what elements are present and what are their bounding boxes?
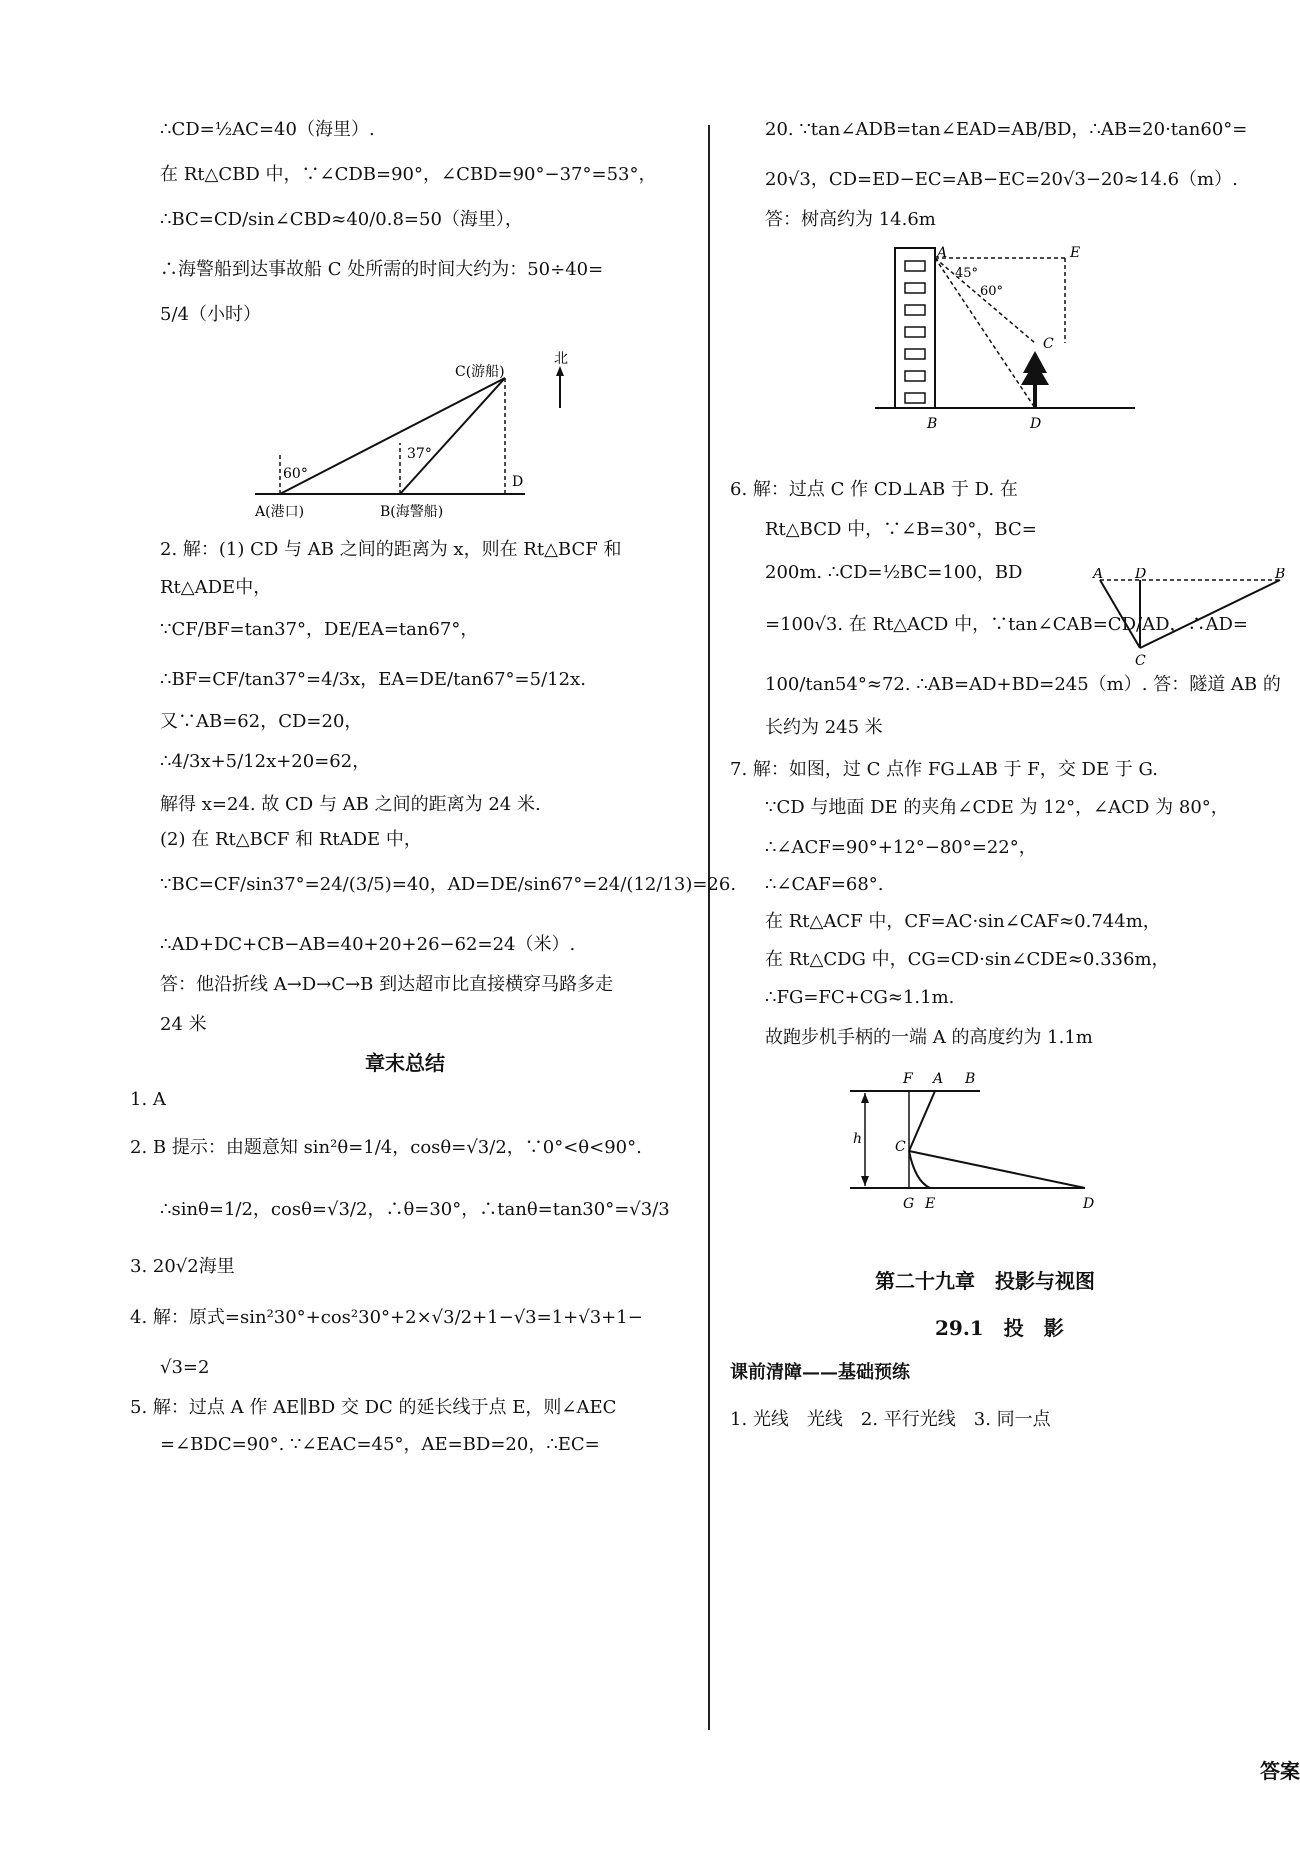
line: 故跑步机手柄的一端 A 的高度约为 1.1m <box>765 1027 1093 1048</box>
angle-37-label: 37° <box>407 446 432 462</box>
page-tag: 答案 <box>1260 1759 1300 1783</box>
point-b-label: B <box>1275 568 1286 582</box>
line: √3=2 <box>160 1357 210 1378</box>
section-title: 章末总结 <box>365 1051 445 1075</box>
figure-building-tree <box>865 243 1165 443</box>
height-h-label: h <box>853 1131 863 1147</box>
line: ∴CD=½AC=40（海里）. <box>160 119 375 140</box>
line: 20. ∵tan∠ADB=tan∠EAD=AB/BD，∴AB=20·tan60°= <box>765 119 1248 140</box>
point-e-label: E <box>925 1196 936 1212</box>
line: ∴BF=CF/tan37°=4/3x，EA=DE/tan67°=5/12x. <box>160 669 586 690</box>
point-c-label: C(游船) <box>455 364 505 380</box>
point-a-label: A <box>937 245 948 261</box>
line: ∵BC=CF/sin37°=24/(3/5)=40，AD=DE/sin67°=24/(12/13)=26. <box>160 874 737 895</box>
figure-tunnel <box>1090 568 1290 668</box>
line: 3. 20√2海里 <box>130 1256 235 1277</box>
point-f-label: F <box>903 1071 913 1087</box>
figure-treadmill <box>845 1063 1145 1223</box>
line: 7. 解：如图，过 C 点作 FG⊥AB 于 F，交 DE 于 G. <box>730 759 1158 780</box>
north-label: 北 <box>554 351 568 367</box>
point-d-label: D <box>1135 568 1147 582</box>
line: ∴4/3x+5/12x+20=62， <box>160 751 371 772</box>
line: 解得 x=24. 故 CD 与 AB 之间的距离为 24 米. <box>160 794 541 815</box>
line: ∴∠CAF=68°. <box>765 874 884 895</box>
line: ∴sinθ=1/2，cosθ=√3/2，∴θ=30°，∴tanθ=tan30°=√3/3 <box>160 1199 670 1220</box>
point-d-label: D <box>1030 416 1042 432</box>
point-d-label: D <box>1083 1196 1095 1212</box>
line: 1. A <box>130 1089 166 1110</box>
point-c-label: C <box>895 1139 906 1155</box>
point-g-label: G <box>903 1196 915 1212</box>
angle-60-label: 60° <box>283 466 308 482</box>
line: (2) 在 Rt△BCF 和 RtADE 中， <box>160 829 422 850</box>
point-e-label: E <box>1070 245 1081 261</box>
line: 长约为 245 米 <box>765 717 883 738</box>
point-c-label: C <box>1135 653 1146 668</box>
line: 20√3，CD=ED−EC=AB−EC=20√3−20≈14.6（m）. <box>765 169 1238 190</box>
figure-boat-rescue <box>250 348 580 548</box>
column-divider <box>708 125 710 1730</box>
line: ∵CD 与地面 DE 的夹角∠CDE 为 12°，∠ACD 为 80°， <box>765 797 1229 818</box>
point-a-label: A <box>933 1071 944 1087</box>
point-a-label: A <box>1093 568 1104 582</box>
angle-45-label: 45° <box>955 266 979 281</box>
point-b-label: B(海警船) <box>380 504 444 520</box>
line: 在 Rt△ACF 中，CF=AC·sin∠CAF≈0.744m， <box>765 911 1161 932</box>
line: =∠BDC=90°. ∵∠EAC=45°，AE=BD=20，∴EC= <box>160 1434 600 1455</box>
answers-line: 1. 光线 光线 2. 平行光线 3. 同一点 <box>730 1409 1051 1430</box>
point-d-label: D <box>512 474 524 490</box>
point-b-label: B <box>965 1071 976 1087</box>
line: 4. 解：原式=sin²30°+cos²30°+2×√3/2+1−√3=1+√3+1− <box>130 1307 643 1328</box>
line: 5/4（小时） <box>160 304 261 325</box>
chapter-title: 第二十九章 投影与视图 <box>875 1269 1095 1293</box>
point-b-label: B <box>927 416 938 432</box>
line: =100√3. 在 Rt△ACD 中，∵tan∠CAB=CD/AD，∴AD= <box>765 614 1249 635</box>
line: 100/tan54°≈72. ∴AB=AD+BD=245（m）. 答：隧道 AB 的 <box>765 674 1281 695</box>
line: 在 Rt△CBD 中，∵∠CDB=90°，∠CBD=90°−37°=53°， <box>160 164 657 185</box>
subchapter-title: 29.1 投 影 <box>935 1316 1064 1340</box>
line: ∴海警船到达事故船 C 处所需的时间大约为：50÷40= <box>160 259 604 280</box>
line: 24 米 <box>160 1014 207 1035</box>
line: Rt△ADE中， <box>160 577 272 598</box>
line: 又∵AB=62，CD=20， <box>160 711 363 732</box>
line: 200m. ∴CD=½BC=100，BD <box>765 562 1023 583</box>
line: 2. 解：(1) CD 与 AB 之间的距离为 x，则在 Rt△BCF 和 <box>160 539 622 560</box>
line: 答：树高约为 14.6m <box>765 209 936 230</box>
line: ∴FG=FC+CG≈1.1m. <box>765 987 955 1008</box>
point-c-label: C <box>1043 336 1054 352</box>
line: ∴∠ACF=90°+12°−80°=22°， <box>765 837 1037 858</box>
line: 在 Rt△CDG 中，CG=CD·sin∠CDE≈0.336m， <box>765 949 1170 970</box>
line: 答：他沿折线 A→D→C→B 到达超市比直接横穿马路多走 <box>160 974 614 995</box>
line: 5. 解：过点 A 作 AE∥BD 交 DC 的延长线于点 E，则∠AEC <box>130 1397 617 1418</box>
line: ∴BC=CD/sin∠CBD≈40/0.8=50（海里）， <box>160 209 523 230</box>
line: ∴AD+DC+CB−AB=40+20+26−62=24（米）. <box>160 934 576 955</box>
line: 2. B 提示：由题意知 sin²θ=1/4，cosθ=√3/2，∵0°<θ<90°. <box>130 1137 642 1158</box>
practice-title: 课前清障——基础预练 <box>730 1362 910 1383</box>
angle-60-label: 60° <box>980 284 1004 299</box>
line: 6. 解：过点 C 作 CD⊥AB 于 D. 在 <box>730 479 1018 500</box>
line: ∵CF/BF=tan37°，DE/EA=tan67°， <box>160 619 479 640</box>
line: Rt△BCD 中，∵∠B=30°，BC= <box>765 519 1037 540</box>
point-a-label: A(港口) <box>255 504 305 520</box>
